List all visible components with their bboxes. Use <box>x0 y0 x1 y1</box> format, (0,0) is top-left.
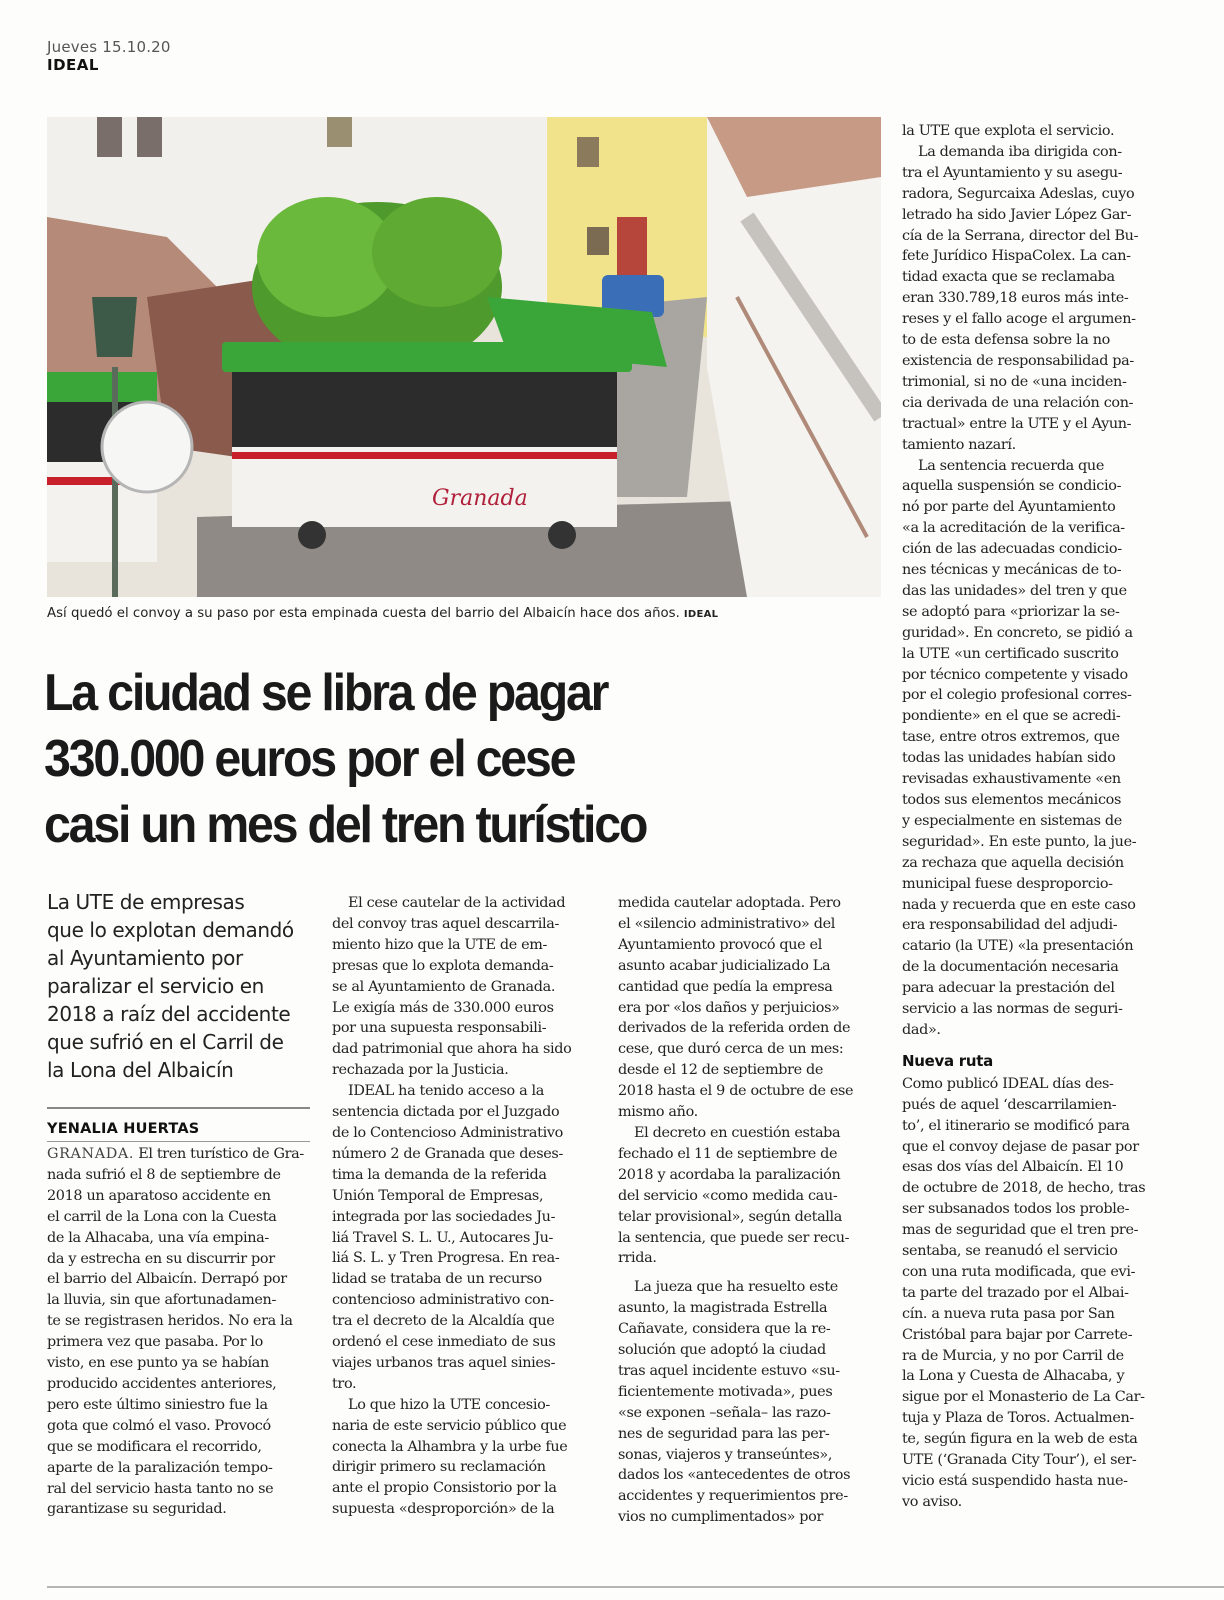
body-line: rrida. <box>618 1250 657 1267</box>
body-line: el barrio del Albaicín. Derrapó por <box>47 1271 287 1288</box>
body-line: aparte de la paralización tempo- <box>47 1459 273 1476</box>
body-line: de octubre de 2018, de hecho, tras <box>902 1180 1146 1197</box>
body-line: era por «los daños y perjuicios» <box>618 999 840 1016</box>
body-line: todas las unidades habían sido <box>902 750 1116 767</box>
body-line: sigue por el Monasterio de La Car- <box>902 1389 1145 1406</box>
body-line: 2018 hasta el 9 de octubre de ese <box>618 1083 854 1100</box>
body-line: tuja y Plaza de Toros. Actualmen- <box>902 1410 1134 1427</box>
body-line: IDEAL ha tenido acceso a la <box>348 1083 545 1100</box>
body-line: accidentes y requerimientos pre- <box>618 1488 848 1505</box>
body-line: Ayuntamiento provocó que el <box>618 936 822 953</box>
body-line: El cese cautelar de la actividad <box>348 895 566 911</box>
body-column-3 <box>618 893 888 1528</box>
body-line: cantidad que pedía la empresa <box>618 978 833 995</box>
body-line: tras aquel incidente estuvo «su- <box>618 1362 840 1379</box>
body-line: derivados de la referida orden de <box>618 1020 851 1037</box>
paragraph <box>902 456 1172 1041</box>
body-line: tamiento nazarí. <box>902 436 1016 453</box>
tourist-train-illustration <box>47 117 881 597</box>
divider <box>47 1107 310 1109</box>
paragraph <box>332 1395 602 1520</box>
body-line: dad patrimonial que ahora ha sido <box>332 1041 572 1058</box>
body-line <box>47 1144 315 1165</box>
body-line: la Lona y Cuesta de Alhacaba, y <box>902 1368 1125 1385</box>
body-line: tidad exacta que se reclamaba <box>902 269 1115 286</box>
body-line: por una supuesta responsabili- <box>332 1020 547 1037</box>
newspaper-brand: IDEAL <box>47 56 99 74</box>
body-line: to de esta defensa sobre la no <box>902 332 1110 349</box>
body-line: dados los «antecedentes de otros <box>618 1467 851 1484</box>
photo-credit: IDEAL <box>683 609 719 620</box>
body-line: lidad se trataba de un recurso <box>332 1271 542 1288</box>
round-sign <box>102 402 192 492</box>
body-line: telar provisional», según detalla <box>618 1208 843 1225</box>
body-line: aquella suspensión se condicio- <box>902 478 1122 495</box>
body-line: primera vez que pasaba. Por lo <box>47 1334 263 1351</box>
body-line: ser subsanados todos los proble- <box>902 1201 1130 1218</box>
byline: YENALIA HUERTAS <box>47 1121 200 1137</box>
body-line: ante el propio Consistorio por la <box>332 1480 557 1497</box>
body-line: esas dos vías del Albaicín. El 10 <box>902 1159 1124 1176</box>
body-line: cía de la Serrana, director del Bu- <box>902 227 1139 244</box>
body-line: El decreto en cuestión estaba <box>634 1124 841 1141</box>
body-line: sonas, viajeros y transeúntes», <box>618 1446 833 1463</box>
body-line: pero este último siniestro fue la <box>47 1396 268 1413</box>
body-line: garantizase su seguridad. <box>47 1501 227 1518</box>
body-line: por el colegio profesional corres- <box>902 687 1132 704</box>
body-line: medida cautelar adoptada. Pero <box>618 895 841 911</box>
red-door <box>617 217 647 277</box>
train-stripe <box>232 452 617 459</box>
body-line: de lo Contencioso Administrativo <box>332 1124 563 1141</box>
body-line: te, según figura en la web de esta <box>902 1431 1138 1448</box>
standfirst-line: paralizar el servicio en <box>47 974 264 998</box>
body-line: la lluvia, sin que afortunadamen- <box>47 1292 276 1309</box>
body-line: desde el 12 de septiembre de <box>618 1062 824 1079</box>
body-line: La demanda iba dirigida con- <box>918 143 1122 160</box>
body-line: guridad». En concreto, se pidió a <box>902 624 1133 641</box>
headline <box>44 660 807 858</box>
page-bottom-rule <box>47 1586 1224 1588</box>
body-line: nes técnicas y mecánicas de to- <box>902 562 1122 579</box>
paragraph <box>618 893 888 1123</box>
body-line: ficientemente motivada», pues <box>618 1383 833 1400</box>
body-line: Cañavate, considera que la re- <box>618 1321 831 1338</box>
body-line: por técnico competente y visado <box>902 666 1128 683</box>
body-line: el carril de la Lona con la Cuesta <box>47 1208 277 1225</box>
standfirst-line: al Ayuntamiento por <box>47 946 243 970</box>
body-line: producido accidentes anteriores, <box>47 1375 277 1392</box>
body-line: dad». <box>902 1021 941 1038</box>
body-line: nes de seguridad para las per- <box>618 1425 830 1442</box>
body-line: pondiente» en el que se acredi- <box>902 708 1121 725</box>
body-line: catario (la UTE) «la presentación <box>902 938 1134 955</box>
caption-text: Así quedó el convoy a su paso por esta empinada cuesta del barrio del Albaicín hace dos años. <box>47 606 680 621</box>
standfirst-line: 2018 a raíz del accidente <box>47 1002 291 1026</box>
standfirst-line: que lo explotan demandó <box>47 918 294 942</box>
body-line: Le exigía más de 330.000 euros <box>332 999 554 1016</box>
body-line: número 2 de Granada que deses- <box>332 1145 563 1162</box>
body-line: rechazada por la Justicia. <box>332 1062 509 1079</box>
body-line: gota que colmó el vaso. Provocó <box>47 1417 271 1434</box>
train-logo-text: Granada <box>432 486 528 511</box>
dateline-location: GRANADA. <box>47 1146 135 1162</box>
body-line: mismo año. <box>618 1104 698 1121</box>
body-line: to’, el itinerario se modificó para <box>902 1117 1130 1134</box>
body-column-2 <box>332 893 602 1520</box>
body-line: cia derivada de una relación con- <box>902 394 1134 411</box>
body-line: da y estrecha en su discurrir por <box>47 1250 275 1267</box>
body-line: miento hizo que la UTE de em- <box>332 936 548 953</box>
body-line: de la documentación necesaria <box>902 959 1119 976</box>
paragraph <box>47 1165 315 1520</box>
body-line: para adecuar la prestación del <box>902 980 1115 997</box>
body-line: Cristóbal para bajar por Carrete- <box>902 1326 1133 1343</box>
body-line: asunto, la magistrada Estrella <box>618 1300 828 1317</box>
body-line: «a la acreditación de la verifica- <box>902 520 1125 537</box>
body-line: ral del servicio hasta tanto no se <box>47 1480 274 1497</box>
body-line: pués de aquel ‘descarrilamien- <box>902 1096 1117 1113</box>
body-line: conecta la Alhambra y la urbe fue <box>332 1438 568 1455</box>
body-line: revisadas exhaustivamente «en <box>902 771 1121 788</box>
body-line: integrada por las sociedades Ju- <box>332 1208 556 1225</box>
body-line: ta parte del trazado por el Albai- <box>902 1284 1129 1301</box>
train-roof <box>222 342 632 372</box>
body-line: La jueza que ha resuelto este <box>634 1279 838 1296</box>
body-line: ra de Murcia, y no por Carril de <box>902 1347 1124 1364</box>
body-line: za rechaza que aquella decisión <box>902 854 1124 871</box>
body-line: la UTE «un certificado suscrito <box>902 645 1119 662</box>
body-line: que el convoy dejase de pasar por <box>902 1138 1139 1155</box>
headline-line: La ciudad se libra de pagar <box>44 664 608 722</box>
subheading: Nueva ruta <box>902 1051 993 1070</box>
body-line: vo aviso. <box>902 1493 962 1510</box>
paragraph <box>332 1081 602 1395</box>
body-line: tra el Ayuntamiento y su asegu- <box>902 164 1123 181</box>
article-photo <box>47 117 881 597</box>
body-line: seguridad». En este punto, la jue- <box>902 833 1137 850</box>
headline-line: casi un mes del tren turístico <box>44 796 647 854</box>
body-line: contencioso administrativo con- <box>332 1292 554 1309</box>
body-line: el «silencio administrativo» del <box>618 915 835 932</box>
body-line: que se modificara el recorrido, <box>47 1438 262 1455</box>
body-line: dirigir primero su reclamación <box>332 1459 546 1476</box>
body-line: supuesta «desproporción» de la <box>332 1501 555 1518</box>
body-line: Unión Temporal de Empresas, <box>332 1187 544 1204</box>
body-line: «se exponen –señala– las razo- <box>618 1404 831 1421</box>
paragraph <box>332 893 602 1081</box>
body-line: cese, que duró cerca de un mes: <box>618 1041 844 1058</box>
body-column-4 <box>902 121 1172 1513</box>
body-line: fechado el 11 de septiembre de <box>618 1145 838 1162</box>
body-line: del convoy tras aquel descarrila- <box>332 915 559 932</box>
body-line: vicio está suspendido hasta nue- <box>902 1473 1128 1489</box>
body-line: visto, en ese punto ya se habían <box>47 1355 269 1372</box>
body-line: con una ruta modificada, que evi- <box>902 1263 1136 1280</box>
standfirst <box>47 888 317 1084</box>
body-line: tima la demanda de la referida <box>332 1166 547 1183</box>
body-line: 2018 y acordaba la paralización <box>618 1166 841 1183</box>
divider <box>47 1141 310 1142</box>
body-line: mas de seguridad que el tren pre- <box>902 1222 1139 1239</box>
body-line: Lo que hizo la UTE concesio- <box>348 1396 550 1413</box>
body-line: cín. a nueva ruta pasa por San <box>902 1305 1115 1322</box>
body-line: UTE (‘Granada City Tour’), el ser- <box>902 1452 1137 1469</box>
body-line: reses y el fallo acoge el argumen- <box>902 311 1136 328</box>
body-line: tase, entre otros extremos, que <box>902 729 1120 746</box>
body-line: municipal fuese desproporcio- <box>902 875 1113 892</box>
body-line: de la Alhacaba, una vía empina- <box>47 1229 269 1246</box>
body-line: nada sufrió el 8 de septiembre de <box>47 1166 281 1183</box>
body-line: solución que adoptó la ciudad <box>618 1342 826 1359</box>
standfirst-line: que sufrió en el Carril de <box>47 1030 284 1054</box>
body-line: nó por parte del Ayuntamiento <box>902 499 1116 516</box>
body-line: sentencia dictada por el Juzgado <box>332 1104 560 1121</box>
body-line: y especialmente en sistemas de <box>902 812 1122 829</box>
body-line: todos sus elementos mecánicos <box>902 792 1121 808</box>
body-line: del servicio «como medida cau- <box>618 1187 838 1204</box>
body-line: la UTE que explota el servicio. <box>902 123 1115 139</box>
standfirst-line: La UTE de empresas <box>47 890 245 914</box>
body-line: trimonial, si no de «una inciden- <box>902 373 1127 390</box>
body-line: tro. <box>332 1375 357 1392</box>
body-line: viajes urbanos tras aquel sinies- <box>332 1354 556 1371</box>
body-line: naria de este servicio público que <box>332 1417 567 1434</box>
issue-date: Jueves 15.10.20 <box>47 38 171 56</box>
body-line: ordenó el cese inmediato de sus <box>332 1334 556 1351</box>
body-line: te se registrasen heridos. No era la <box>47 1313 293 1330</box>
body-line: la sentencia, que puede ser recu- <box>618 1229 850 1246</box>
body-line: se adoptó para «priorizar la se- <box>902 603 1120 620</box>
body-column-1 <box>47 1144 315 1520</box>
body-line: radora, Segurcaixa Adeslas, cuyo <box>902 185 1135 202</box>
body-line: liá S. L. y Tren Progresa. En rea- <box>332 1250 560 1267</box>
body-line: liá Travel S. L. U., Autocares Ju- <box>332 1229 554 1246</box>
photo-caption <box>47 606 887 621</box>
body-line: eran 330.789,18 euros más inte- <box>902 290 1129 307</box>
body-text: El tren turístico de Gra- <box>134 1146 304 1162</box>
body-line: letrado ha sido Javier López Gar- <box>902 206 1132 223</box>
body-line: La sentencia recuerda que <box>918 457 1104 474</box>
paragraph <box>902 142 1172 456</box>
paragraph <box>902 121 1172 142</box>
body-line: era responsabilidad del adjudi- <box>902 917 1118 934</box>
body-line: asunto acabar judicializado La <box>618 957 831 974</box>
body-line: sentaba, se reanudó el servicio <box>902 1243 1118 1260</box>
body-line: servicio a las normas de seguri- <box>902 1001 1123 1018</box>
paragraph <box>618 1277 888 1528</box>
body-line: das las unidades» del tren y que <box>902 582 1127 599</box>
paragraph <box>618 1123 888 1269</box>
body-line: existencia de responsabilidad pa- <box>902 352 1134 369</box>
body-line: presas que lo explota demanda- <box>332 957 554 974</box>
body-line: ción de las adecuadas condicio- <box>902 541 1122 558</box>
body-line: Como publicó IDEAL días des- <box>902 1075 1114 1092</box>
body-line: vios no cumplimentados» por <box>618 1509 823 1526</box>
body-line: tra el decreto de la Alcaldía que <box>332 1313 555 1330</box>
paragraph <box>902 1074 1172 1513</box>
standfirst-line: la Lona del Albaicín <box>47 1058 234 1082</box>
headline-line: 330.000 euros por el cese <box>44 730 575 788</box>
body-line: se al Ayuntamiento de Granada. <box>332 978 556 995</box>
body-line: tractual» entre la UTE y el Ayun- <box>902 415 1132 432</box>
body-line: fete Jurídico HispaColex. La can- <box>902 248 1131 265</box>
body-line: nada y recuerda que en este caso <box>902 896 1136 913</box>
body-line: 2018 un aparatoso accidente en <box>47 1187 271 1204</box>
